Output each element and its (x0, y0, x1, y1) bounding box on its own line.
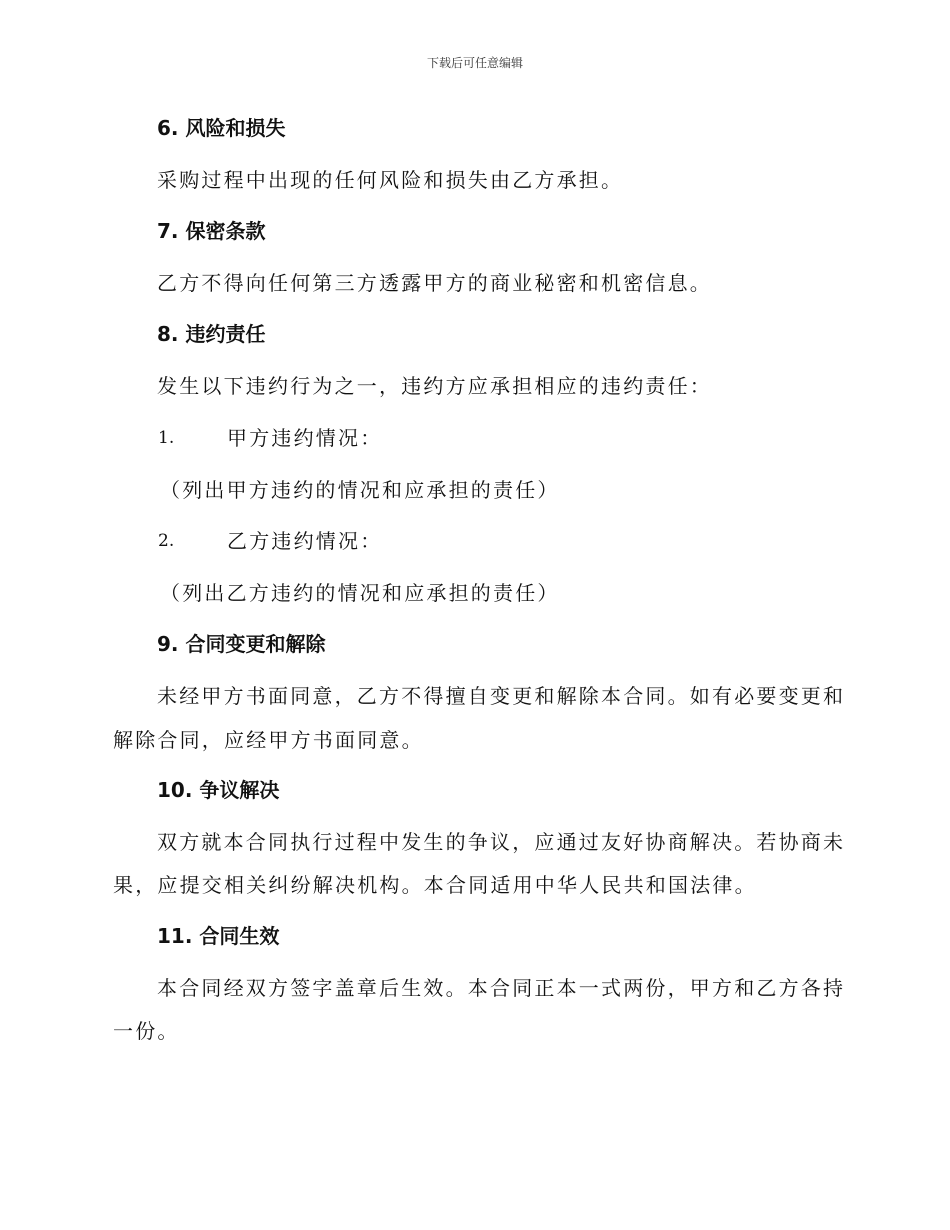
section-9-title: 9. 合同变更和解除 (157, 632, 326, 656)
section-8-title: 8. 违约责任 (157, 322, 266, 346)
section-9-text-line-1: 未经甲方书面同意，乙方不得擅自变更和解除本合同。如有必要变更和 (157, 684, 846, 708)
breach-item-2-number: 2. (158, 531, 175, 551)
section-7-title: 7. 保密条款 (157, 219, 266, 243)
breach-item-2-note: （列出乙方违约的情况和应承担的责任） (160, 581, 560, 605)
breach-item-2-label: 乙方违约情况： (227, 529, 383, 553)
page-header: 下载后可任意编辑 (426, 56, 523, 70)
section-10-text-line-2: 果，应提交相关纠纷解决机构。本合同适用中华人民共和国法律。 (113, 873, 757, 897)
breach-item-1-number: 1. (158, 428, 175, 448)
section-6-text: 采购过程中出现的任何风险和损失由乙方承担。 (157, 168, 624, 192)
section-11-text-line-2: 一份。 (113, 1019, 180, 1043)
section-7-text: 乙方不得向任何第三方透露甲方的商业秘密和机密信息。 (157, 271, 712, 295)
section-10-text-line-1: 双方就本合同执行过程中发生的争议，应通过友好协商解决。若协商未 (157, 830, 846, 854)
section-11-title: 11. 合同生效 (157, 924, 280, 948)
section-9-text-line-2: 解除合同，应经甲方书面同意。 (113, 728, 424, 752)
section-11-text-line-1: 本合同经双方签字盖章后生效。本合同正本一式两份，甲方和乙方各持 (157, 976, 846, 1000)
section-8-text: 发生以下违约行为之一，违约方应承担相应的违约责任： (157, 374, 712, 398)
section-6-title: 6. 风险和损失 (157, 116, 286, 140)
section-10-title: 10. 争议解决 (157, 778, 280, 802)
breach-item-1-label: 甲方违约情况： (227, 426, 383, 450)
breach-item-1-note: （列出甲方违约的情况和应承担的责任） (160, 478, 560, 502)
